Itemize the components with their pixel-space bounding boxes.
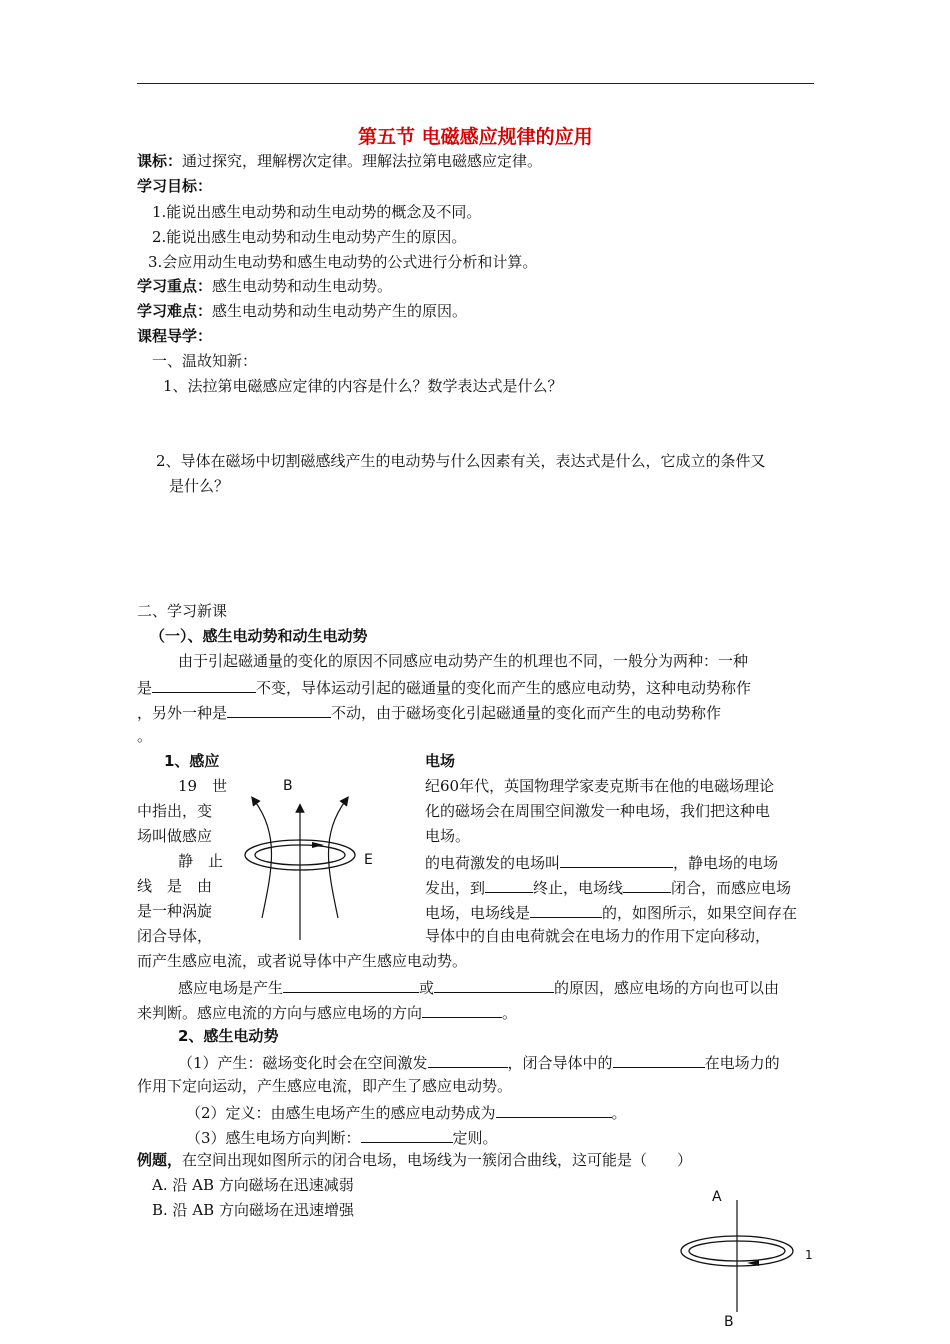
intro-text: ，另外一种是	[137, 704, 228, 722]
text: 在电场力的	[704, 1054, 780, 1072]
body-line	[178, 976, 779, 998]
key-point-label: 学习重点：	[137, 277, 213, 295]
intro-line-3	[137, 701, 721, 723]
left-col-line: 闭合导体，	[137, 927, 213, 945]
objective-item: 2.能说出感生电动势和动生电动势产生的原因。	[152, 228, 467, 246]
blank-field[interactable]	[496, 1101, 612, 1118]
example-label: 例题，	[137, 1151, 183, 1169]
blank-field[interactable]	[422, 1001, 502, 1018]
text: 发出，到	[425, 879, 486, 897]
figure2-label-b: B	[724, 1314, 734, 1330]
blank-field[interactable]	[613, 1051, 705, 1068]
guide-label: 课程导学：	[137, 327, 213, 345]
blank-field[interactable]	[283, 976, 419, 993]
text: 。	[611, 1104, 627, 1122]
figure1-label-b: B	[283, 778, 293, 794]
right-col-line	[425, 876, 791, 898]
text: 电场，电场线是	[425, 904, 531, 922]
left-col-line: 场叫做感应	[137, 827, 213, 845]
curriculum-label: 课标：	[137, 152, 183, 170]
new-lesson-heading: 二、学习新课	[137, 602, 228, 620]
key-point-text: 感生电动势和动生电动势。	[212, 277, 393, 295]
page-title: 第五节 电磁感应规律的应用	[358, 126, 593, 148]
text: 或	[419, 979, 435, 997]
blank-field[interactable]	[560, 851, 673, 868]
right-col-line: 导体中的自由电荷就会在电场力的作用下定向移动，	[425, 927, 771, 945]
objectives-label: 学习目标：	[137, 177, 213, 195]
text: ，静电场的电场	[673, 854, 779, 872]
text: （1）产生：磁场变化时会在空间激发	[178, 1054, 428, 1072]
difficulty-text: 感生电动势和动生电动势产生的原因。	[212, 302, 468, 320]
blank-field[interactable]	[485, 876, 533, 893]
left-col-line: 是一种涡旋	[137, 902, 213, 920]
intro-line-1: 由于引起磁通量的变化的原因不同感应电动势产生的机理也不同，一般分为两种：一种	[178, 652, 749, 670]
body-line: 作用下定向运动，产生感应电流，即产生了感应电动势。	[137, 1077, 513, 1095]
body-line	[178, 1051, 780, 1073]
difficulty-label: 学习难点：	[137, 302, 213, 320]
right-col-line: 化的磁场会在周围空间激发一种电场，我们把这种电	[425, 802, 771, 820]
left-col-line: 静 止	[178, 852, 224, 870]
intro-line-4: 。	[137, 727, 153, 745]
key-point	[137, 276, 392, 296]
blank-field[interactable]	[152, 676, 256, 693]
left-col-line: 线 是 由	[137, 877, 213, 895]
blank-field[interactable]	[623, 876, 671, 893]
header-rule	[137, 83, 814, 84]
left-col-line: 中指出，变	[137, 802, 213, 820]
left-col-line: 19 世	[178, 777, 228, 795]
section-1-heading: （一）、感生电动势和动生电动势	[150, 627, 368, 645]
objective-item: 1.能说出感生电动势和动生电动势的概念及不同。	[152, 203, 482, 221]
right-col-line	[425, 851, 778, 873]
curriculum-standard	[137, 151, 542, 171]
body-line	[186, 1126, 498, 1148]
figure1-label-e: E	[364, 852, 373, 868]
intro-text: 不动，由于磁场变化引起磁通量的变化而产生的电动势称作	[331, 704, 722, 722]
sub-heading-1b: 电场	[425, 752, 456, 770]
example-text: 在空间出现如图所示的闭合电场，电场线为一簇闭合曲线，这可能是（ ）	[182, 1151, 693, 1169]
ring-arrow-icon	[312, 842, 324, 848]
blank-field[interactable]	[361, 1126, 453, 1143]
sub-heading-2: 2、感生电动势	[178, 1027, 279, 1045]
field-line	[329, 800, 347, 918]
example-option-a[interactable]: A. 沿 AB 方向磁场在迅速减弱	[152, 1176, 354, 1194]
text: 来判断。感应电流的方向与感应电场的方向	[137, 1004, 423, 1022]
text: 。	[502, 1004, 518, 1022]
text: 终止，电场线	[533, 879, 624, 897]
body-line: 而产生感应电流，或者说导体中产生感应电动势。	[137, 952, 468, 970]
induced-field-figure	[240, 770, 400, 940]
field-line	[254, 800, 272, 918]
body-line	[137, 1001, 517, 1023]
right-col-line	[425, 901, 797, 923]
text: （2）定义：由感生电场产生的感应电动势成为	[186, 1104, 496, 1122]
text: 的电荷激发的电场叫	[425, 854, 561, 872]
text: 的原因，感应电场的方向也可以由	[554, 979, 780, 997]
example-option-b[interactable]: B. 沿 AB 方向磁场在迅速增强	[152, 1201, 354, 1219]
text: 感应电场是产生	[178, 979, 284, 997]
right-col-line: 纪60年代，英国物理学家麦克斯韦在他的电磁场理论	[425, 777, 775, 795]
curriculum-text: 通过探究，理解楞次定律。理解法拉第电磁感应定律。	[182, 152, 543, 170]
text: 的，如图所示，如果空间存在	[602, 904, 798, 922]
review-question-2-cont: 是什么？	[169, 477, 230, 495]
review-question-1: 1、法拉第电磁感应定律的内容是什么？数学表达式是什么？	[163, 377, 563, 395]
blank-field[interactable]	[530, 901, 602, 918]
text: ，闭合导体中的	[507, 1054, 613, 1072]
example-figure	[675, 1194, 815, 1344]
intro-line-2	[137, 676, 751, 698]
sub-heading-1a: 1、感应	[164, 752, 220, 770]
text: （3）感生电场方向判断：	[186, 1129, 361, 1147]
intro-text: 是	[137, 679, 153, 697]
blank-field[interactable]	[227, 701, 331, 718]
example-question	[137, 1150, 692, 1170]
text: 定则。	[452, 1129, 498, 1147]
text: 闭合，而感应电场	[671, 879, 792, 897]
difficulty	[137, 301, 467, 321]
intro-text: 不变，导体运动引起的磁通量的变化而产生的感应电动势，这种电动势称作	[256, 679, 752, 697]
figure2-label-1: 1	[805, 1248, 813, 1262]
body-line	[186, 1101, 627, 1123]
blank-field[interactable]	[428, 1051, 508, 1068]
review-question-2: 2、导体在磁场中切割磁感线产生的电动势与什么因素有关，表达式是什么，它成立的条件又	[156, 452, 766, 470]
review-heading: 一、温故知新：	[152, 352, 258, 370]
figure2-label-a: A	[712, 1189, 722, 1205]
right-col-line: 电场。	[425, 827, 471, 845]
blank-field[interactable]	[434, 976, 554, 993]
objective-item: 3.会应用动生电动势和感生电动势的公式进行分析和计算。	[148, 253, 538, 271]
